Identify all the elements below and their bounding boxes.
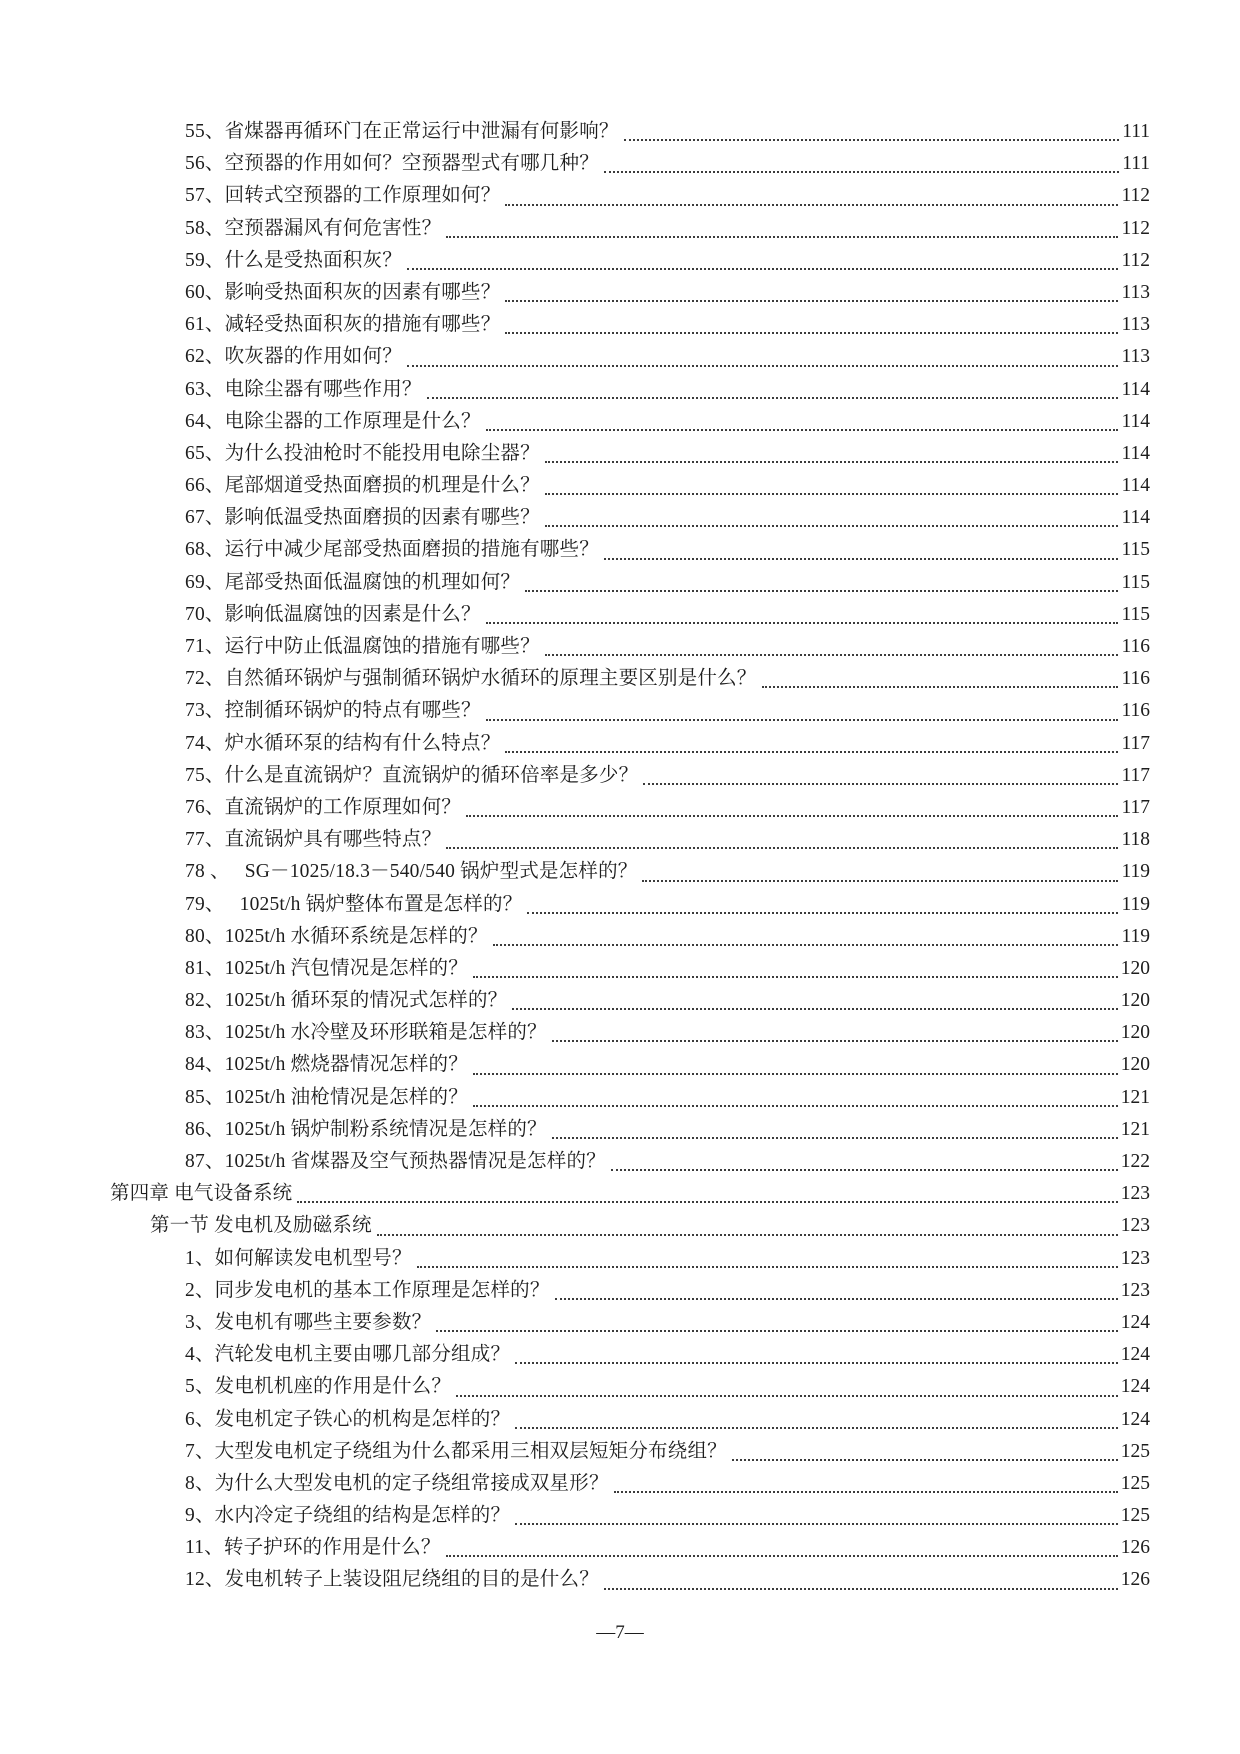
toc-entry[interactable] <box>0 502 1240 534</box>
toc-entry-title: 76、直流锅炉的工作原理如何？ <box>185 796 462 818</box>
toc-entry[interactable] <box>0 180 1240 212</box>
toc-entry[interactable] <box>0 213 1240 245</box>
dot-leader <box>466 815 1118 817</box>
dot-leader <box>604 558 1119 560</box>
toc-entry-page: 111 <box>1122 121 1150 142</box>
toc-entry-page: 117 <box>1121 764 1150 786</box>
toc-entry-page: 115 <box>1121 539 1150 561</box>
toc-entry-page: 116 <box>1121 668 1150 690</box>
toc-entry[interactable] <box>0 567 1240 599</box>
dot-leader <box>642 880 1118 882</box>
dot-leader <box>614 1491 1118 1493</box>
toc-entry[interactable] <box>0 406 1240 438</box>
toc-entry-page: 120 <box>1120 1022 1150 1044</box>
toc-entry-title: 61、减轻受热面积灰的措施有哪些？ <box>185 314 501 336</box>
dot-leader <box>512 1008 1117 1010</box>
toc-entry[interactable] <box>0 889 1240 921</box>
toc-entry-title: 12、发电机转子上装设阻尼绕组的目的是什么？ <box>185 1569 599 1591</box>
toc-entry-title: 65、为什么投油枪时不能投用电除尘器？ <box>185 442 540 464</box>
toc-entry-title: 55、省煤器再循环门在正常运行中泄漏有何影响？ <box>185 121 619 142</box>
dot-leader <box>515 1362 1118 1364</box>
toc-entry-title: 79、 1025t/h 锅炉整体布置是怎样的？ <box>185 893 523 915</box>
toc-entry-page: 114 <box>1121 442 1150 464</box>
toc-entry-title: 66、尾部烟道受热面磨损的机理是什么？ <box>185 475 540 497</box>
toc-entry-title: 83、1025t/h 水冷壁及环形联箱是怎样的？ <box>185 1022 547 1044</box>
toc-entry-page: 120 <box>1120 957 1150 979</box>
dot-leader <box>604 171 1119 173</box>
toc-entry-title: 4、汽轮发电机主要由哪几部分组成？ <box>185 1344 511 1366</box>
toc-entry-page: 111 <box>1122 153 1150 175</box>
toc-entry[interactable] <box>0 1436 1240 1468</box>
toc-entry[interactable] <box>0 1114 1240 1146</box>
dot-leader <box>552 1040 1118 1042</box>
toc-entry-page: 124 <box>1120 1408 1150 1430</box>
toc-entry-title: 60、影响受热面积灰的因素有哪些？ <box>185 281 501 303</box>
toc-entry[interactable] <box>0 1371 1240 1403</box>
dot-leader <box>624 139 1120 141</box>
toc-entry[interactable] <box>0 728 1240 760</box>
toc-entry[interactable] <box>0 760 1240 792</box>
toc-entry-title: 72、自然循环锅炉与强制循环锅炉水循环的原理主要区别是什么？ <box>185 668 757 690</box>
dot-leader <box>446 236 1118 238</box>
toc-entry-page: 124 <box>1120 1376 1150 1398</box>
dot-leader <box>505 751 1118 753</box>
dot-leader <box>505 332 1118 334</box>
dot-leader <box>473 976 1118 978</box>
dot-leader <box>407 365 1119 367</box>
toc-entry[interactable] <box>0 1210 1240 1242</box>
dot-leader <box>545 525 1119 527</box>
toc-entry-title: 80、1025t/h 水循环系统是怎样的？ <box>185 925 488 947</box>
toc-entry[interactable] <box>0 695 1240 727</box>
toc-entry-page: 120 <box>1120 1054 1150 1076</box>
dot-leader <box>407 268 1119 270</box>
toc-entry-title: 67、影响低温受热面磨损的因素有哪些？ <box>185 507 540 529</box>
toc-entry-page: 122 <box>1120 1151 1150 1172</box>
toc-entry-title: 2、同步发电机的基本工作原理是怎样的？ <box>185 1279 550 1301</box>
toc-entry[interactable] <box>0 116 1240 148</box>
dot-leader <box>732 1459 1118 1461</box>
toc-entry-title: 57、回转式空预器的工作原理如何？ <box>185 185 501 207</box>
toc-entry-title: 77、直流锅炉具有哪些特点？ <box>185 829 442 851</box>
toc-entry-title: 71、运行中防止低温腐蚀的措施有哪些？ <box>185 636 540 657</box>
page-number: —7— <box>596 1622 644 1643</box>
page-footer <box>0 1622 1240 1644</box>
toc-entry-title: 5、发电机机座的作用是什么？ <box>185 1376 452 1398</box>
toc-entry-title: 59、什么是受热面积灰？ <box>185 249 402 271</box>
toc-entry-title: 3、发电机有哪些主要参数？ <box>185 1311 432 1333</box>
toc-entry[interactable] <box>0 1564 1240 1596</box>
toc-entry[interactable] <box>0 148 1240 180</box>
toc-entry-title: 64、电除尘器的工作原理是什么？ <box>185 410 481 432</box>
toc-entry[interactable] <box>0 534 1240 566</box>
toc-entry-page: 123 <box>1120 1279 1150 1301</box>
toc-entry-page: 119 <box>1121 861 1150 883</box>
toc-entry[interactable] <box>0 1146 1240 1178</box>
dot-leader <box>436 1330 1117 1332</box>
toc-entry[interactable] <box>0 277 1240 309</box>
toc-entry-title: 70、影响低温腐蚀的因素是什么？ <box>185 603 481 625</box>
toc-entry-page: 120 <box>1120 990 1150 1012</box>
toc-entry-title: 9、水内冷定子绕组的结构是怎样的？ <box>185 1505 511 1527</box>
toc-entry-page: 115 <box>1121 603 1150 625</box>
toc-entry-page: 112 <box>1121 249 1150 271</box>
toc-entry-page: 113 <box>1121 314 1150 336</box>
toc-entry[interactable] <box>0 1178 1240 1210</box>
dot-leader <box>493 944 1119 946</box>
dot-leader <box>545 493 1119 495</box>
toc-entry-page: 123 <box>1120 1247 1150 1269</box>
toc-entry-title: 1、如何解读发电机型号？ <box>185 1247 412 1269</box>
dot-leader <box>486 429 1119 431</box>
dot-leader <box>552 1137 1118 1139</box>
toc-entry-title: 75、什么是直流锅炉？直流锅炉的循环倍率是多少？ <box>185 764 639 786</box>
toc-entry[interactable] <box>0 1017 1240 1049</box>
toc-entry-page: 114 <box>1121 378 1150 400</box>
toc-entry-page: 113 <box>1121 281 1150 303</box>
toc-entry-title: 78 、 SG－1025/18.3－540/540 锅炉型式是怎样的？ <box>185 861 638 883</box>
toc-entry[interactable] <box>0 631 1240 663</box>
toc-entry-page: 112 <box>1121 217 1150 239</box>
dot-leader <box>505 204 1118 206</box>
toc-entry-title: 6、发电机定子铁心的机构是怎样的？ <box>185 1408 511 1430</box>
toc-entry-title: 56、空预器的作用如何？空预器型式有哪几种？ <box>185 153 599 175</box>
dot-leader <box>527 912 1118 914</box>
toc-entry[interactable] <box>0 824 1240 856</box>
toc-entry[interactable] <box>0 985 1240 1017</box>
toc-entry-title: 85、1025t/h 油枪情况是怎样的？ <box>185 1086 468 1108</box>
toc-entry[interactable] <box>0 341 1240 373</box>
toc-entry[interactable] <box>0 1243 1240 1275</box>
toc-entry-page: 121 <box>1120 1086 1150 1108</box>
toc-entry-page: 114 <box>1121 410 1150 432</box>
toc-entry-title: 87、1025t/h 省煤器及空气预热器情况是怎样的？ <box>185 1151 606 1172</box>
toc-entry[interactable] <box>0 1049 1240 1081</box>
dot-leader <box>545 461 1119 463</box>
toc-entry-title: 69、尾部受热面低温腐蚀的机理如何？ <box>185 571 521 593</box>
toc-entry-page: 112 <box>1121 185 1150 207</box>
dot-leader <box>473 1073 1118 1075</box>
toc-entry-title: 58、空预器漏风有何危害性？ <box>185 217 442 239</box>
toc-entry-page: 115 <box>1121 571 1150 593</box>
toc-entry-title: 第一节 发电机及励磁系统 <box>150 1215 372 1237</box>
dot-leader <box>486 719 1119 721</box>
toc-entry-title: 7、大型发电机定子绕组为什么都采用三相双层短矩分布绕组？ <box>185 1440 727 1462</box>
toc-entry-title: 11、转子护环的作用是什么？ <box>185 1537 441 1559</box>
dot-leader <box>446 847 1118 849</box>
toc-entry-page: 121 <box>1120 1118 1150 1140</box>
toc-entry-page: 124 <box>1120 1344 1150 1366</box>
toc-entry-title: 86、1025t/h 锅炉制粉系统情况是怎样的？ <box>185 1118 547 1140</box>
toc-entry[interactable] <box>0 1275 1240 1307</box>
toc-entry[interactable] <box>0 663 1240 695</box>
dot-leader <box>505 300 1118 302</box>
dot-leader <box>555 1298 1118 1300</box>
toc-entry-title: 84、1025t/h 燃烧器情况怎样的？ <box>185 1054 468 1076</box>
toc-entry-title: 81、1025t/h 汽包情况是怎样的？ <box>185 957 468 979</box>
dot-leader <box>515 1523 1118 1525</box>
toc-entry-page: 126 <box>1120 1537 1150 1559</box>
toc-entry-page: 117 <box>1121 796 1150 818</box>
dot-leader <box>427 397 1119 399</box>
toc-entry[interactable] <box>0 1532 1240 1564</box>
toc-entry[interactable] <box>0 1339 1240 1371</box>
toc-entry[interactable] <box>0 1500 1240 1532</box>
toc-entry-page: 125 <box>1120 1472 1150 1494</box>
dot-leader <box>762 686 1119 688</box>
toc-entry-title: 63、电除尘器有哪些作用？ <box>185 378 422 400</box>
toc-entry[interactable] <box>0 1082 1240 1114</box>
dot-leader <box>417 1266 1118 1268</box>
toc-entry-title: 62、吹灰器的作用如何？ <box>185 346 402 368</box>
toc-entry-title: 74、炉水循环泵的结构有什么特点？ <box>185 732 501 754</box>
toc-entry-page: 119 <box>1121 925 1150 947</box>
dot-leader <box>545 654 1119 656</box>
toc-list <box>0 116 1240 1597</box>
dot-leader <box>456 1395 1118 1397</box>
dot-leader <box>473 1105 1118 1107</box>
toc-entry-page: 114 <box>1121 507 1150 529</box>
dot-leader <box>486 622 1119 624</box>
toc-entry-page: 114 <box>1121 475 1150 497</box>
toc-entry-title: 73、控制循环锅炉的特点有哪些？ <box>185 700 481 722</box>
toc-entry[interactable] <box>0 438 1240 470</box>
toc-entry-page: 123 <box>1120 1215 1150 1237</box>
toc-entry[interactable] <box>0 953 1240 985</box>
toc-entry-title: 82、1025t/h 循环泵的情况式怎样的？ <box>185 990 508 1012</box>
toc-entry-page: 124 <box>1120 1311 1150 1333</box>
toc-entry-title: 68、运行中减少尾部受热面磨损的措施有哪些？ <box>185 539 599 561</box>
toc-entry-page: 116 <box>1121 700 1150 722</box>
dot-leader <box>525 590 1118 592</box>
toc-entry-page: 125 <box>1120 1505 1150 1527</box>
toc-entry[interactable] <box>0 792 1240 824</box>
toc-entry[interactable] <box>0 374 1240 406</box>
toc-entry[interactable] <box>0 856 1240 888</box>
toc-entry[interactable] <box>0 470 1240 502</box>
toc-entry-title: 第四章 电气设备系统 <box>110 1183 293 1205</box>
dot-leader <box>515 1427 1118 1429</box>
toc-entry[interactable] <box>0 599 1240 631</box>
dot-leader <box>377 1234 1118 1236</box>
toc-entry[interactable] <box>0 309 1240 341</box>
toc-entry-page: 125 <box>1120 1440 1150 1462</box>
toc-entry[interactable] <box>0 245 1240 277</box>
toc-entry-page: 126 <box>1120 1569 1150 1591</box>
toc-entry[interactable] <box>0 921 1240 953</box>
toc-entry-page: 116 <box>1121 636 1150 657</box>
toc-entry-page: 113 <box>1121 346 1150 368</box>
toc-entry-title: 8、为什么大型发电机的定子绕组常接成双星形？ <box>185 1472 609 1494</box>
dot-leader <box>643 783 1118 785</box>
toc-entry[interactable] <box>0 1468 1240 1500</box>
toc-entry-page: 119 <box>1121 893 1150 915</box>
toc-entry-page: 118 <box>1121 829 1150 851</box>
toc-entry-page: 123 <box>1120 1183 1150 1205</box>
dot-leader <box>297 1201 1117 1203</box>
dot-leader <box>611 1169 1118 1171</box>
dot-leader <box>604 1588 1118 1590</box>
toc-entry[interactable] <box>0 1404 1240 1436</box>
toc-entry-page: 117 <box>1121 732 1150 754</box>
dot-leader <box>446 1555 1118 1557</box>
toc-entry[interactable] <box>0 1307 1240 1339</box>
